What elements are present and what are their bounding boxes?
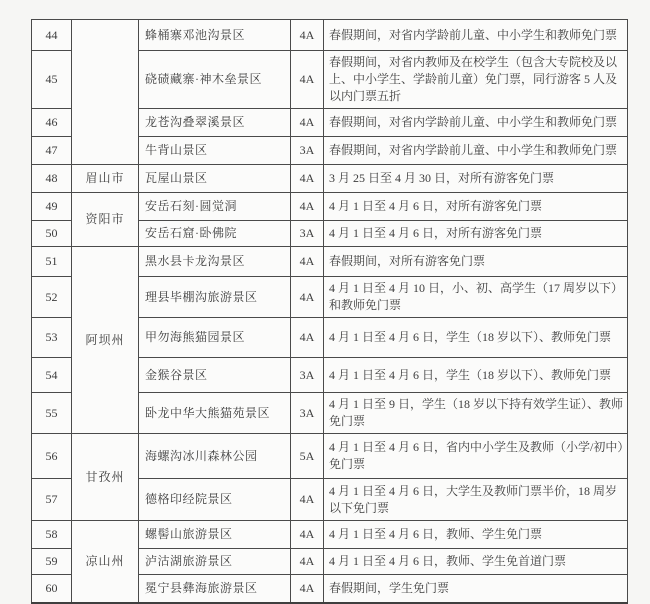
policy-cell: 4 月 1 日至 4 月 6 日，省内中小学生及教师（小学/初中）免门票 — [324, 434, 628, 479]
grade-cell: 5A — [291, 434, 324, 479]
city-cell: 眉山市 — [72, 165, 139, 193]
policy-cell: 春假期间，对省内学龄前儿童、中小学生和教师免门票 — [324, 20, 628, 51]
spot-name-cell: 理县毕棚沟旅游景区 — [139, 277, 291, 318]
grade-cell: 3A — [291, 393, 324, 434]
spot-name-cell: 瓦屋山景区 — [139, 165, 291, 193]
table-row — [32, 165, 628, 193]
city-cell — [72, 20, 139, 165]
row-number-cell: 52 — [32, 277, 72, 318]
row-number-cell: 47 — [32, 137, 72, 165]
policy-cell: 4 月 1 日至 4 月 6 日，对所有游客免门票 — [324, 221, 628, 247]
city-cell: 资阳市 — [72, 193, 139, 247]
policy-cell: 4 月 1 日至 4 月 6 日，对所有游客免门票 — [324, 193, 628, 221]
table-body — [32, 20, 628, 603]
table-row — [32, 521, 628, 549]
grade-cell: 4A — [291, 51, 324, 109]
table-row — [32, 193, 628, 221]
scenic-spots-table-container — [31, 19, 628, 604]
grade-cell: 4A — [291, 479, 324, 521]
policy-cell: 4 月 1 日至 4 月 6 日，教师、学生免首道门票 — [324, 549, 628, 575]
spot-name-cell: 牛背山景区 — [139, 137, 291, 165]
spot-name-cell: 安岳石刻·圆觉洞 — [139, 193, 291, 221]
row-number-cell: 60 — [32, 575, 72, 603]
spot-name-cell: 黑水县卡龙沟景区 — [139, 247, 291, 277]
row-number-cell: 51 — [32, 247, 72, 277]
spot-name-cell: 甲勿海熊猫园景区 — [139, 318, 291, 358]
policy-cell: 春假期间，对省内教师及在校学生（包含大专院校及以上、中小学生、学龄前儿童）免门票，同行游客 5 人及以内门票五折 — [324, 51, 628, 109]
spot-name-cell: 海螺沟冰川森林公园 — [139, 434, 291, 479]
spot-name-cell: 安岳石窟·卧佛院 — [139, 221, 291, 247]
grade-cell: 3A — [291, 358, 324, 393]
spot-name-cell: 金猴谷景区 — [139, 358, 291, 393]
city-cell: 凉山州 — [72, 521, 139, 603]
row-number-cell: 49 — [32, 193, 72, 221]
grade-cell: 3A — [291, 137, 324, 165]
row-number-cell: 58 — [32, 521, 72, 549]
policy-cell: 4 月 1 日至 4 月 6 日，学生（18 岁以下）、教师免门票 — [324, 358, 628, 393]
row-number-cell: 50 — [32, 221, 72, 247]
spot-name-cell: 硗碛藏寨·神木垒景区 — [139, 51, 291, 109]
row-number-cell: 53 — [32, 318, 72, 358]
spot-name-cell: 卧龙中华大熊猫苑景区 — [139, 393, 291, 434]
policy-cell: 4 月 1 日至 4 月 10 日，小、初、高学生（17 周岁以下）和教师免门票 — [324, 277, 628, 318]
policy-cell: 4 月 1 日至 4 月 6 日，教师、学生免门票 — [324, 521, 628, 549]
grade-cell: 4A — [291, 165, 324, 193]
grade-cell: 4A — [291, 193, 324, 221]
table-row — [32, 247, 628, 277]
row-number-cell: 48 — [32, 165, 72, 193]
grade-cell: 4A — [291, 20, 324, 51]
grade-cell: 4A — [291, 521, 324, 549]
row-number-cell: 59 — [32, 549, 72, 575]
policy-cell: 春假期间，对所有游客免门票 — [324, 247, 628, 277]
scenic-spots-table — [31, 19, 628, 604]
policy-cell: 4 月 1 日至 4 月 6 日，大学生及教师门票半价，18 周岁以下免门票 — [324, 479, 628, 521]
spot-name-cell: 蜂桶寨邓池沟景区 — [139, 20, 291, 51]
row-number-cell: 55 — [32, 393, 72, 434]
grade-cell: 4A — [291, 575, 324, 603]
spot-name-cell: 冕宁县彝海旅游景区 — [139, 575, 291, 603]
policy-cell: 春假期间，学生免门票 — [324, 575, 628, 603]
grade-cell: 4A — [291, 109, 324, 137]
row-number-cell: 44 — [32, 20, 72, 51]
city-cell: 甘孜州 — [72, 434, 139, 521]
row-number-cell: 54 — [32, 358, 72, 393]
row-number-cell: 46 — [32, 109, 72, 137]
policy-cell: 3 月 25 日至 4 月 30 日，对所有游客免门票 — [324, 165, 628, 193]
spot-name-cell: 螺髻山旅游景区 — [139, 521, 291, 549]
grade-cell: 4A — [291, 247, 324, 277]
table-row — [32, 434, 628, 479]
city-cell: 阿坝州 — [72, 247, 139, 434]
grade-cell: 3A — [291, 221, 324, 247]
policy-cell: 春假期间，对省内学龄前儿童、中小学生和教师免门票 — [324, 137, 628, 165]
row-number-cell: 57 — [32, 479, 72, 521]
spot-name-cell: 德格印经院景区 — [139, 479, 291, 521]
grade-cell: 4A — [291, 318, 324, 358]
spot-name-cell: 龙苍沟叠翠溪景区 — [139, 109, 291, 137]
table-row — [32, 20, 628, 51]
row-number-cell: 56 — [32, 434, 72, 479]
policy-cell: 4 月 1 日至 4 月 6 日，学生（18 岁以下）、教师免门票 — [324, 318, 628, 358]
spot-name-cell: 泸沽湖旅游景区 — [139, 549, 291, 575]
policy-cell: 春假期间，对省内学龄前儿童、中小学生和教师免门票 — [324, 109, 628, 137]
grade-cell: 4A — [291, 549, 324, 575]
policy-cell: 4 月 1 日至 9 日，学生（18 岁以下持有效学生证）、教师免门票 — [324, 393, 628, 434]
grade-cell: 4A — [291, 277, 324, 318]
row-number-cell: 45 — [32, 51, 72, 109]
